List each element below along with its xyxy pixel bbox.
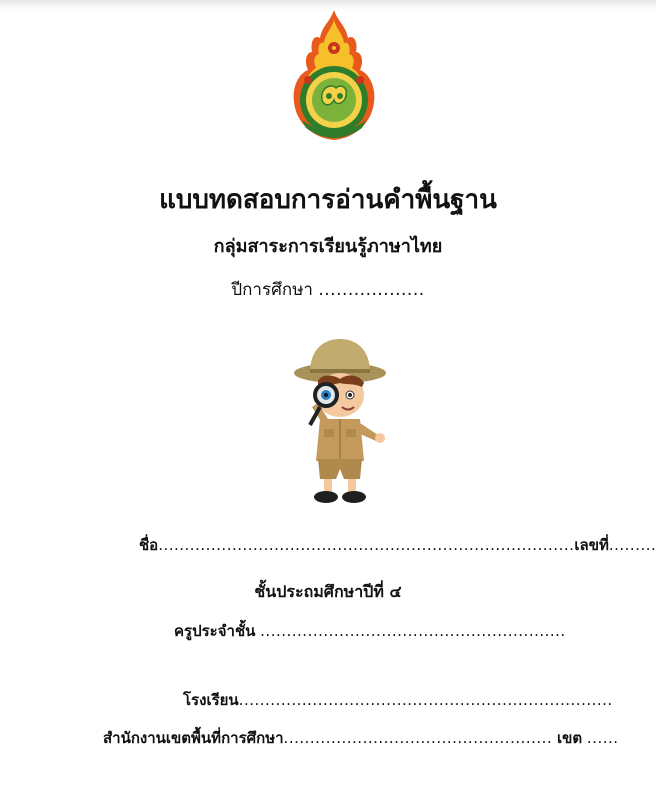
name-label: ชื่อ: [139, 536, 159, 554]
number-blank: .........: [608, 536, 656, 554]
name-blank: ...............................................................................: [158, 536, 575, 554]
explorer-boy-illustration: [290, 333, 394, 507]
name-line: [139, 534, 656, 556]
zone-label: เขต: [557, 729, 583, 747]
office-line: [103, 727, 619, 749]
teacher-blank: ..........................................................: [260, 622, 566, 640]
school-label: โรงเรียน: [183, 691, 239, 709]
page-subtitle: กลุ่มสาระการเรียนรู้ภาษาไทย: [213, 236, 443, 257]
page-title: แบบทดสอบการอ่านคำพื้นฐาน: [159, 185, 497, 215]
emblem-logo: [288, 8, 380, 144]
office-label: สำนักงานเขตพื้นที่การศึกษา: [103, 729, 284, 747]
number-label: เลขที่: [574, 536, 609, 554]
school-line: [183, 689, 613, 711]
teacher-line: [174, 620, 566, 642]
academic-year-label: ปีการศึกษา: [231, 280, 313, 300]
teacher-label: ครูประจำชั้น: [174, 622, 256, 640]
zone-blank: ......: [586, 729, 619, 747]
office-blank: ...................................................: [283, 729, 553, 747]
academic-year-line: [0, 277, 656, 303]
academic-year-blank: ..................: [318, 280, 425, 300]
grade-level: ชั้นประถมศึกษาปีที่ ๔: [254, 582, 402, 601]
school-blank: .......................................................................: [238, 691, 613, 709]
